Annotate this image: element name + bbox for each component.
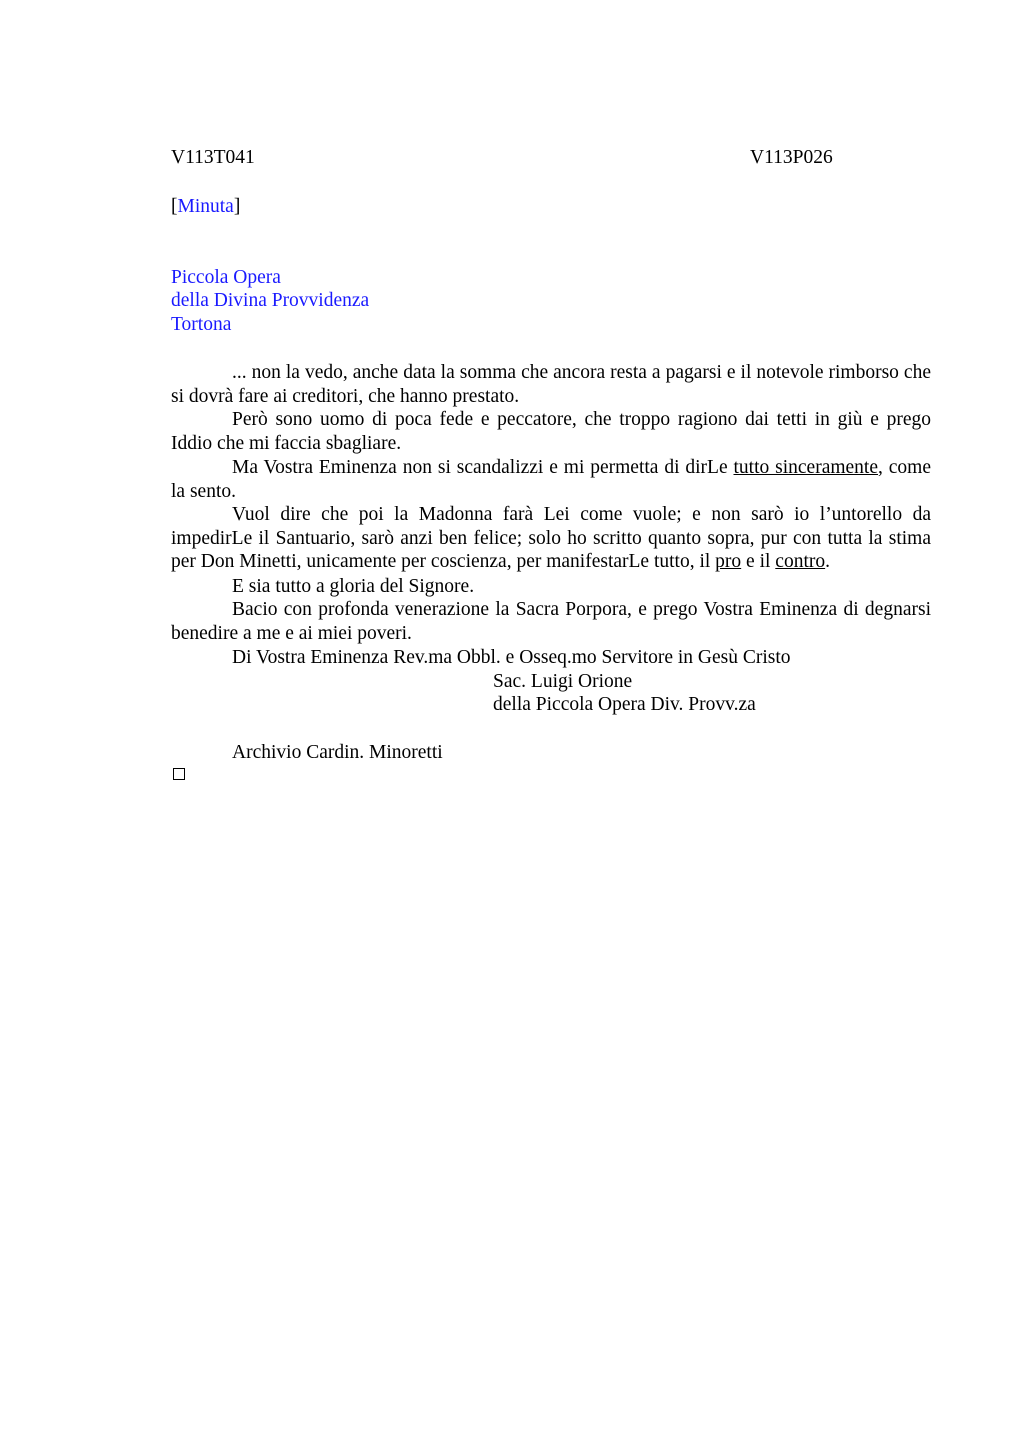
bracket-open: [ <box>171 196 178 217</box>
document-code-right: V113P026 <box>750 147 833 168</box>
letterhead-line-2: della Divina Provvidenza <box>171 290 370 311</box>
underlined-contro: contro <box>775 551 826 573</box>
letterhead-line-1: Piccola Opera <box>171 267 281 288</box>
underlined-pro: pro <box>715 551 742 573</box>
letterhead-line-3: Tortona <box>171 314 232 335</box>
closing-line: Di Vostra Eminenza Rev.ma Obbl. e Osseq.mo Servitore in Gesù Cristo <box>232 647 791 668</box>
archive-note: Archivio Cardin. Minoretti <box>232 742 443 763</box>
minuta-text: Minuta <box>177 196 234 217</box>
signature-name: Sac. Luigi Orione <box>493 671 633 692</box>
document-code-left: V113T041 <box>171 147 255 168</box>
paragraph-4: Vuol dire che poi la Madonna farà Lei come vuole; e non sarò io l’untorello da impedirLe il Santuario, sarò anzi ben felice; solo ho scritto quanto sopra, pur con tutta la stima per Don Minetti, unicamente per coscienza, per manifestarLe tutto, il pro e il contro. <box>171 504 931 573</box>
paragraph-1: ... non la vedo, anche data la somma che ancora resta a pagarsi e il notevole rimborso che si dovrà fare ai creditori, che hanno prestato. <box>171 362 931 407</box>
paragraph-5: E sia tutto a gloria del Signore. <box>232 576 475 597</box>
minuta-label <box>171 195 240 219</box>
bracket-close: ] <box>233 196 241 217</box>
signature-org: della Piccola Opera Div. Provv.za <box>493 694 756 715</box>
paragraph-3: Ma Vostra Eminenza non si scandalizzi e mi permetta di dirLe tutto sinceramente, come la sento. <box>171 457 931 502</box>
paragraph-6: Bacio con profonda venerazione la Sacra Porpora, e prego Vostra Eminenza di degnarsi benedire a me e ai miei poveri. <box>171 599 931 644</box>
paragraph-2: Però sono uomo di poca fede e peccatore, che troppo ragiono dai tetti in giù e prego Iddio che mi faccia sbagliare. <box>171 409 931 454</box>
checkbox-icon <box>173 768 185 780</box>
underlined-text: tutto sinceramente <box>733 457 878 478</box>
